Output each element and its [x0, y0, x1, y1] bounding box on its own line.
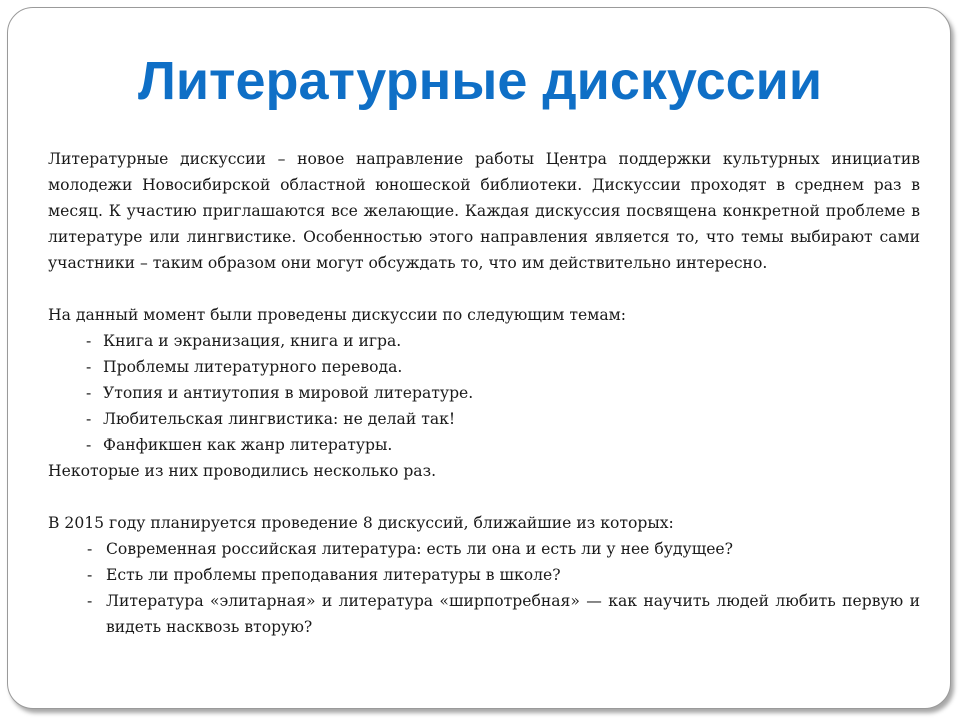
spacer — [48, 276, 920, 302]
list-item-text: Литература «элитарная» и литература «ширпотребная» — как научить людей любить первую и видеть насквозь вторую? — [106, 592, 920, 636]
list-item-text: Книга и экранизация, книга и игра. — [103, 332, 402, 350]
slide-title: Литературные дискуссии — [137, 51, 823, 111]
slide-body — [48, 146, 920, 640]
list-item — [48, 406, 920, 432]
bullet-dash: - — [86, 384, 92, 402]
list-item — [48, 588, 920, 640]
list-item — [48, 380, 920, 406]
planned-topics-heading: В 2015 году планируется проведение 8 дискуссий, ближайшие из которых: — [48, 514, 674, 532]
list-item-text: Фанфикшен как жанр литературы. — [103, 436, 393, 454]
bullet-dash: - — [86, 410, 92, 428]
past-topics-heading: На данный момент были проведены дискуссии по следующим темам: — [48, 306, 627, 324]
list-item-text: Любительская лингвистика: не делай так! — [103, 410, 456, 428]
past-topics-note: Некоторые из них проводились несколько раз. — [48, 462, 437, 480]
intro-paragraph: Литературные дискуссии – новое направление работы Центра поддержки культурных инициатив молодежи Новосибирской областной юношеской библиотеки. Дискуссии проходят в среднем раз в месяц. К участию приглашаются все желающие. Каждая дискуссия посвящена конкретной проблеме в литературе или лингвистике. Особенностью этого направления является то, что темы выбирают сами участники – таким образом они могут обсуждать то, что им действительно интересно. — [48, 150, 920, 272]
list-item — [48, 328, 920, 354]
bullet-dash: - — [87, 540, 93, 558]
list-item — [48, 562, 920, 588]
list-item-text: Есть ли проблемы преподавания литературы в школе? — [106, 566, 561, 584]
planned-topics-list — [48, 536, 920, 640]
bullet-dash: - — [86, 332, 92, 350]
list-item-text: Современная российская литература: есть ли она и есть ли у нее будущее? — [106, 540, 734, 558]
bullet-dash: - — [86, 358, 92, 376]
bullet-dash: - — [87, 566, 93, 584]
list-item — [48, 536, 920, 562]
bullet-dash: - — [86, 436, 92, 454]
list-item — [48, 432, 920, 458]
list-item — [48, 354, 920, 380]
list-item-text: Утопия и антиутопия в мировой литературе. — [103, 384, 474, 402]
bullet-dash: - — [87, 592, 93, 610]
list-item-text: Проблемы литературного перевода. — [103, 358, 403, 376]
spacer — [48, 484, 920, 510]
past-topics-list — [48, 328, 920, 458]
